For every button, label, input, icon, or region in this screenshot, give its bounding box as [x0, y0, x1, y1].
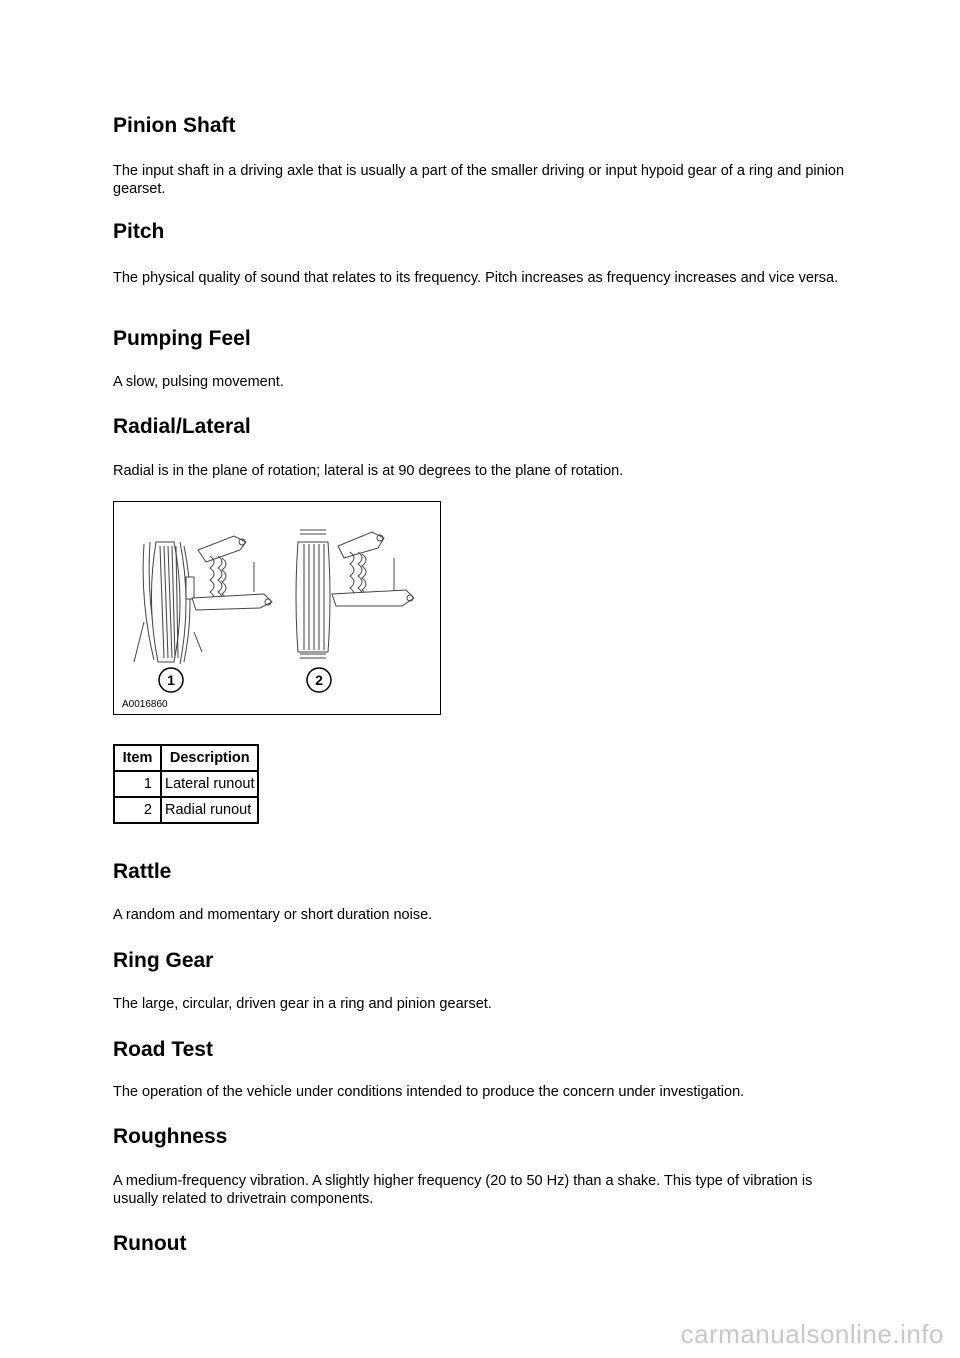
figure-label: A0016860: [122, 699, 168, 710]
definition-roughness: A medium-frequency vibration. A slightly higher frequency (20 to 50 Hz) than a shake. This type of vibration is usually related to drivetrain components.: [113, 1173, 813, 1207]
legend-item-number: 1: [114, 771, 161, 797]
term-radial-lateral: Radial/Lateral: [113, 415, 251, 438]
term-pinion-shaft: Pinion Shaft: [113, 114, 236, 137]
legend-header-description: Description: [161, 745, 258, 771]
definition-radial-lateral: Radial is in the plane of rotation; lateral is at 90 degrees to the plane of rotation.: [113, 463, 624, 479]
definition-pumping-feel: A slow, pulsing movement.: [113, 374, 284, 390]
definition-rattle: A random and momentary or short duration noise.: [113, 907, 433, 923]
term-roughness: Roughness: [113, 1125, 228, 1148]
callout-1: 1: [167, 672, 175, 688]
legend-item-description: Radial runout: [161, 797, 258, 823]
term-runout: Runout: [113, 1232, 187, 1255]
term-pumping-feel: Pumping Feel: [113, 327, 251, 350]
legend-header-item: Item: [114, 745, 161, 771]
watermark: carmanualsonline.info: [680, 1319, 944, 1349]
term-road-test: Road Test: [113, 1038, 213, 1061]
legend-table: [113, 744, 259, 824]
legend-item-number: 2: [114, 797, 161, 823]
definition-road-test: The operation of the vehicle under conditions intended to produce the concern under investigation.: [113, 1084, 745, 1100]
table-row: [114, 797, 258, 823]
wheel-lateral-runout-drawing: [134, 536, 272, 664]
term-pitch: Pitch: [113, 220, 165, 243]
runout-illustration: [113, 501, 441, 715]
callout-2: 2: [315, 672, 323, 688]
legend-header-row: [114, 745, 258, 771]
table-row: [114, 771, 258, 797]
definition-pitch: The physical quality of sound that relates to its frequency. Pitch increases as frequency increases and vice versa.: [113, 270, 839, 286]
wheel-radial-runout-drawing: [296, 530, 414, 658]
definition-ring-gear: The large, circular, driven gear in a ring and pinion gearset.: [113, 996, 492, 1012]
term-ring-gear: Ring Gear: [113, 949, 214, 972]
legend-item-description: Lateral runout: [161, 771, 258, 797]
term-rattle: Rattle: [113, 860, 172, 883]
definition-pinion-shaft: The input shaft in a driving axle that is usually a part of the smaller driving or input hypoid gear of a ring and pinion gearset.: [113, 163, 845, 197]
